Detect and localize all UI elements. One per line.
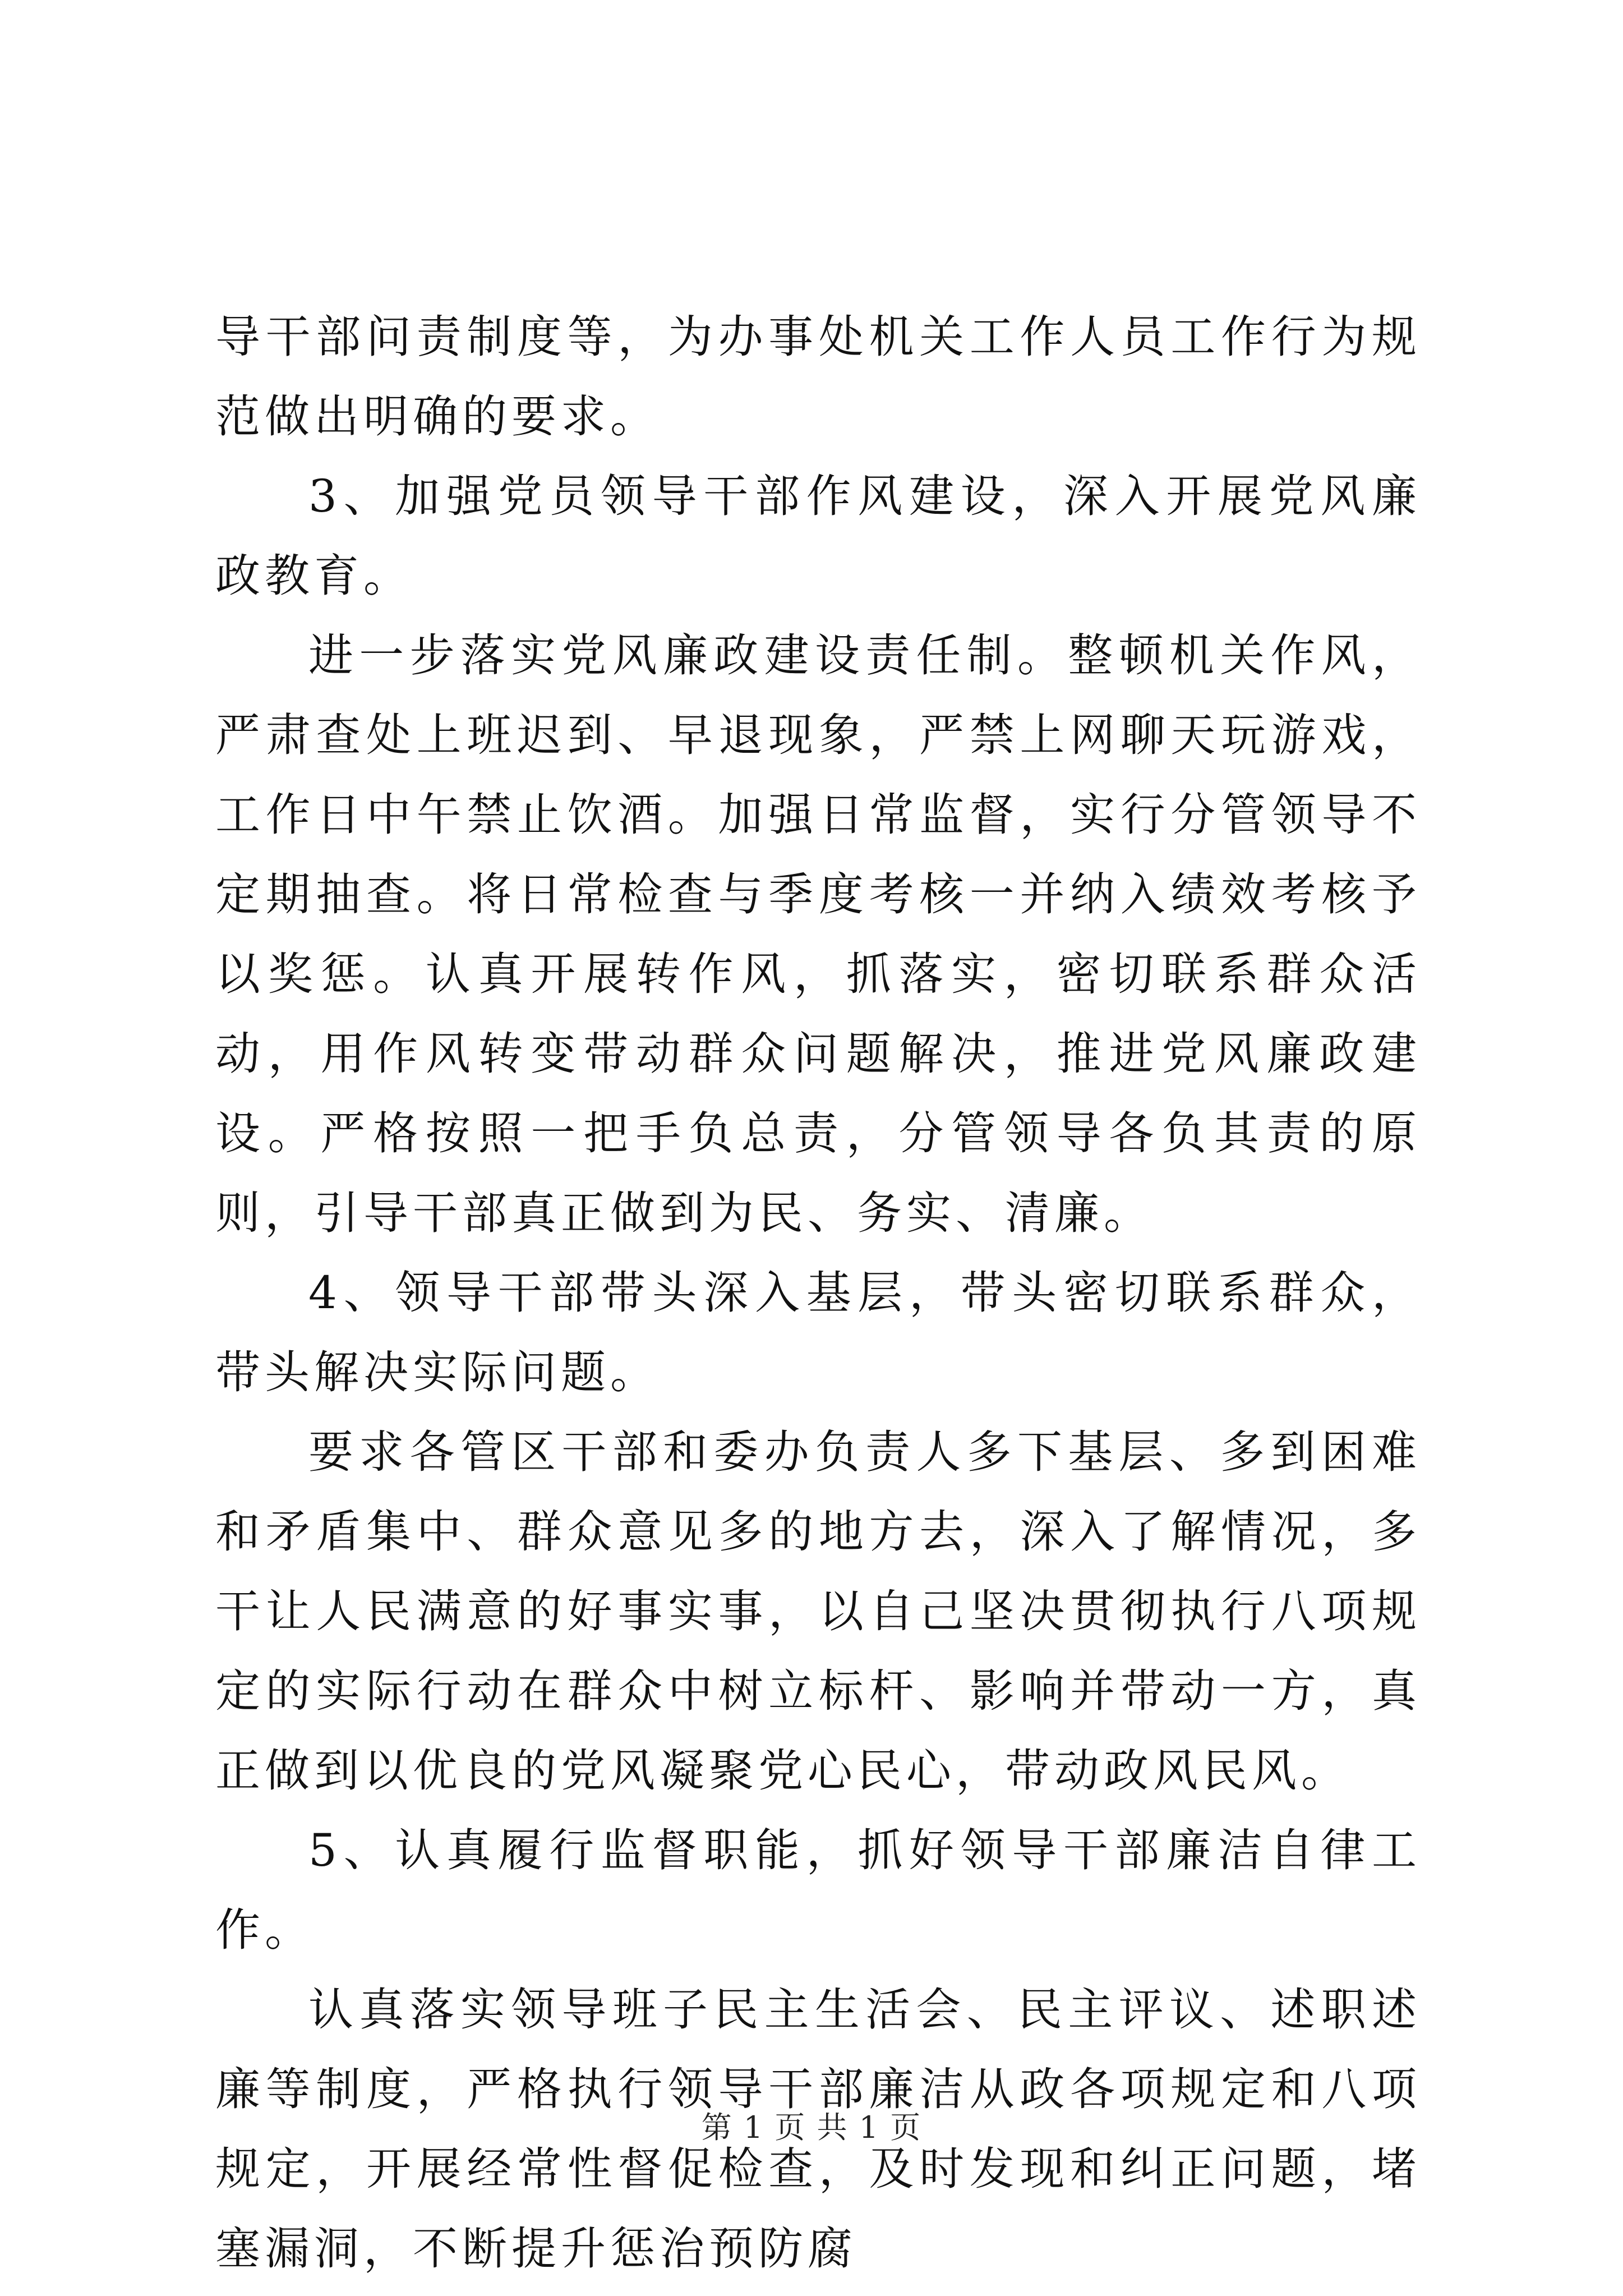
page-footer: 第 1 页 共 1 页 <box>701 2110 922 2145</box>
paragraph-1: 导干部问责制度等，为办事处机关工作人员工作行为规范做出明确的要求。 <box>215 311 1421 443</box>
paragraph-5: 要求各管区干部和委办负责人多下基层、多到困难和矛盾集中、群众意见多的地方去，深入了解情况，多干让人民满意的好事实事，以自己坚决贯彻执行八项规定的实际行动在群众中树立标杆、影响并带动一方，真正做到以优良的党风凝聚党心民心，带动政风民风。 <box>215 1426 1421 1797</box>
paragraph-2: 3、加强党员领导干部作风建设，深入开展党风廉政教育。 <box>215 470 1421 602</box>
paragraph-7: 认真落实领导班子民主生活会、民主评议、述职述廉等制度，严格执行领导干部廉洁从政各项规定和八项规定，开展经常性督促检查，及时发现和纠正问题，堵塞漏洞，不断提升惩治预防腐 <box>215 1984 1421 2275</box>
document-body <box>215 297 1421 2289</box>
paragraph-4: 4、领导干部带头深入基层，带头密切联系群众，带头解决实际问题。 <box>215 1267 1421 1398</box>
paragraph-3: 进一步落实党风廉政建设责任制。整顿机关作风，严肃查处上班迟到、早退现象，严禁上网聊天玩游戏，工作日中午禁止饮酒。加强日常监督，实行分管领导不定期抽查。将日常检查与季度考核一并纳入绩效考核予以奖惩。认真开展转作风，抓落实，密切联系群众活动，用作风转变带动群众问题解决，推进党风廉政建设。严格按照一把手负总责，分管领导各负其责的原则，引导干部真正做到为民、务实、清廉。 <box>215 629 1421 1239</box>
paragraph-6: 5、认真履行监督职能，抓好领导干部廉洁自律工作。 <box>215 1824 1421 1956</box>
